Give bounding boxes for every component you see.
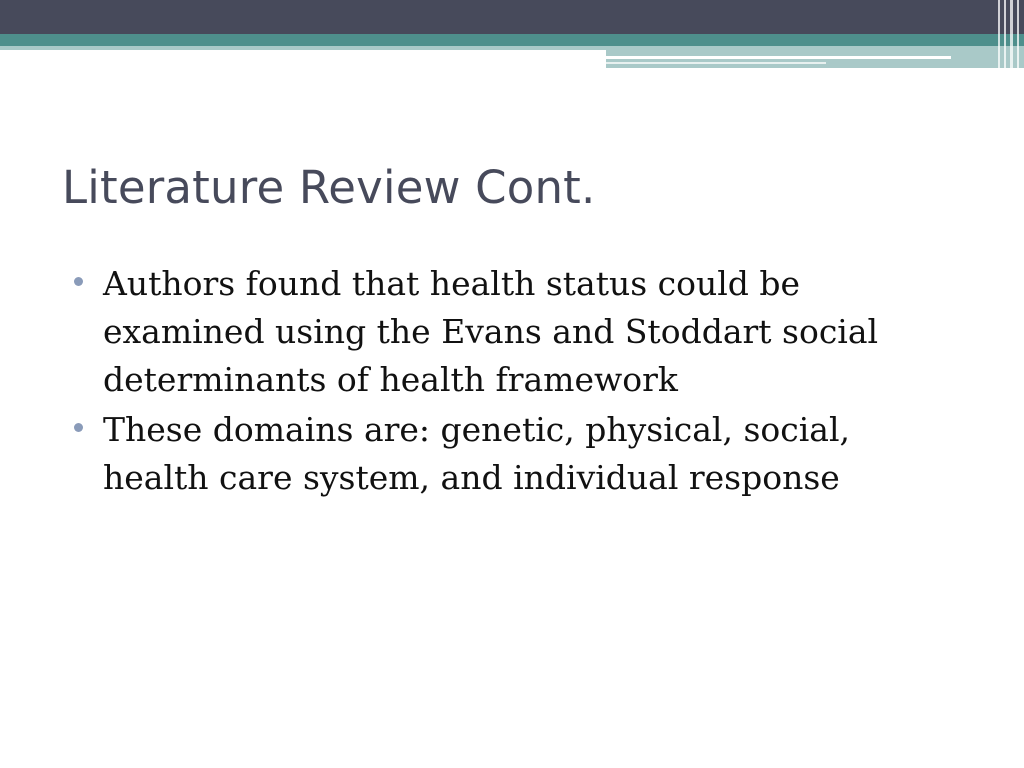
bullet-list — [72, 260, 952, 504]
bullet-dot-icon — [74, 423, 83, 432]
bullet-text: Authors found that health status could be examined using the Evans and Stoddart social determinants of health framework — [103, 264, 879, 399]
slide-title: Literature Review Cont. — [62, 161, 596, 214]
bullet-item — [72, 260, 952, 404]
bullet-text: These domains are: genetic, physical, social, health care system, and individual response — [103, 410, 850, 497]
bullet-dot-icon — [74, 277, 83, 286]
header-teal-band — [0, 34, 1024, 46]
header-stripe-thin — [606, 62, 826, 64]
bullet-item — [72, 406, 952, 502]
header-edge-lines — [992, 0, 1024, 68]
header-light-band-left — [0, 46, 606, 50]
header-stripe — [606, 56, 951, 59]
header-dark-band — [0, 0, 1024, 34]
